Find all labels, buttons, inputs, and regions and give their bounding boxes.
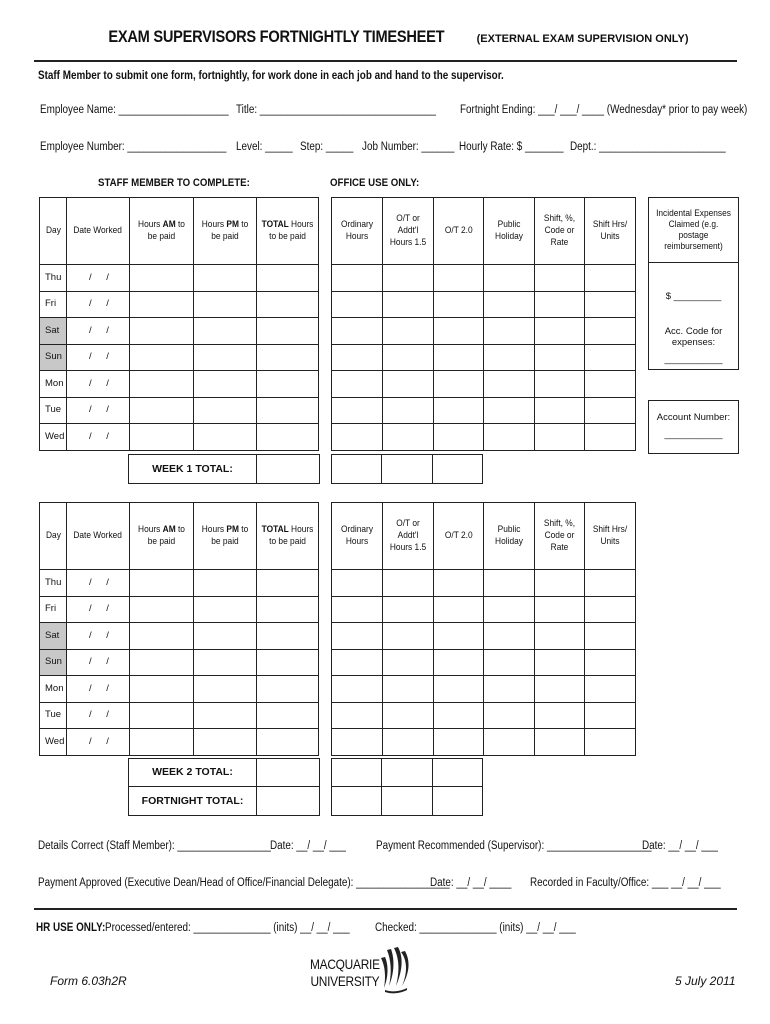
hours-pm-cell[interactable] [194,570,257,597]
total-hours-cell[interactable] [257,291,319,318]
shift-units-cell[interactable] [585,344,636,371]
hourly-rate-field[interactable]: Hourly Rate: $ _______ [459,141,564,153]
ot-1-5-cell[interactable] [383,397,434,424]
week2-ordinary-total[interactable] [331,758,382,787]
week1-total-label: WEEK 1 TOTAL: [128,454,257,484]
details-correct-field[interactable]: Details Correct (Staff Member): _________________ [38,840,271,852]
ordinary-hours-cell[interactable] [332,570,383,597]
public-holiday-cell[interactable] [484,596,535,623]
hours-am-cell[interactable] [130,265,194,292]
ordinary-hours-cell[interactable] [332,676,383,703]
table-row [40,623,636,650]
hours-pm-cell[interactable] [194,344,257,371]
shift-units-cell[interactable] [585,570,636,597]
ot-1-5-cell[interactable] [383,676,434,703]
col-shift-code: Shift, %, Code or Rate [535,503,585,570]
shift-units-cell[interactable] [585,623,636,650]
col-public-holiday: Public Holiday [484,503,535,570]
ot-1-5-cell[interactable] [383,424,434,451]
week2-ot15-total[interactable] [381,758,433,787]
processed-field[interactable]: Processed/entered: ______________ (inits) __/ __/ ___ [105,922,350,934]
day-cell: Fri [40,596,67,623]
date-worked-cell[interactable]: / / [67,318,130,345]
col-day: Day [40,503,67,570]
ot-1-5-cell[interactable] [383,702,434,729]
hours-am-cell[interactable] [130,570,194,597]
account-number-label: Account Number: [656,412,731,423]
date-worked-cell[interactable]: / / [67,570,130,597]
total-hours-cell[interactable] [257,318,319,345]
hours-am-cell[interactable] [130,729,194,756]
shift-units-cell[interactable] [585,729,636,756]
ot-1-5-cell[interactable] [383,344,434,371]
date-worked-cell[interactable]: / / [67,424,130,451]
col-ot-1-5: O/T or Addt'l Hours 1.5 [383,503,434,570]
table-row [40,649,636,676]
header-row [40,198,636,265]
ordinary-hours-cell[interactable] [332,649,383,676]
public-holiday-cell[interactable] [484,702,535,729]
hours-pm-cell[interactable] [194,291,257,318]
ot-2-0-cell[interactable] [434,623,484,650]
total-hours-cell[interactable] [257,570,319,597]
hr-divider [34,908,737,910]
day-cell: Thu [40,570,67,597]
shift-code-cell[interactable] [535,291,585,318]
table-row [40,570,636,597]
day-cell: Sun [40,649,67,676]
fortnight-total-label: FORTNIGHT TOTAL: [128,786,257,816]
day-cell: Wed [40,424,67,451]
table-row [40,424,636,451]
public-holiday-cell[interactable] [484,318,535,345]
date-worked-cell[interactable]: / / [67,371,130,398]
shift-code-cell[interactable] [535,371,585,398]
shift-code-cell[interactable] [535,344,585,371]
week2-total-label: WEEK 2 TOTAL: [128,758,257,787]
acc-code-line[interactable]: ___________ [664,354,723,365]
total-hours-cell[interactable] [257,649,319,676]
hours-pm-cell[interactable] [194,318,257,345]
col-day: Day [40,198,67,265]
public-holiday-cell[interactable] [484,649,535,676]
day-cell: Tue [40,702,67,729]
hours-am-cell[interactable] [130,397,194,424]
week1-ot15-total[interactable] [381,454,433,484]
week1-total-value[interactable] [256,454,320,484]
ot-2-0-cell[interactable] [434,596,484,623]
total-hours-cell[interactable] [257,729,319,756]
ot-2-0-cell[interactable] [434,397,484,424]
week1-ordinary-total[interactable] [331,454,382,484]
shift-code-cell[interactable] [535,570,585,597]
table-row [40,702,636,729]
public-holiday-cell[interactable] [484,623,535,650]
ot-2-0-cell[interactable] [434,371,484,398]
col-ot-2-0: O/T 2.0 [434,503,484,570]
fortnight-ending-field[interactable]: Fortnight Ending: ___/ ___/ ____ (Wednesday* prior to pay week) [460,104,748,116]
col-ordinary-hours: Ordinary Hours [332,503,383,570]
total-hours-cell[interactable] [257,397,319,424]
ordinary-hours-cell[interactable] [332,371,383,398]
week1-ot20-total[interactable] [432,454,483,484]
date-worked-cell[interactable]: / / [67,729,130,756]
page-title [0,27,770,47]
week2-total-value[interactable] [256,758,320,787]
hours-pm-cell[interactable] [194,265,257,292]
dept-field[interactable]: Dept.: _______________________ [570,141,726,153]
ordinary-hours-cell[interactable] [332,729,383,756]
ot-2-0-cell[interactable] [434,344,484,371]
date-worked-cell[interactable]: / / [67,291,130,318]
hours-am-cell[interactable] [130,344,194,371]
header-row [40,503,636,570]
title-sub: (EXTERNAL EXAM SUPERVISION ONLY) [476,33,689,45]
hours-am-cell[interactable] [130,318,194,345]
hours-am-cell[interactable] [130,596,194,623]
date-worked-cell[interactable]: / / [67,596,130,623]
col-date-worked: Date Worked [67,503,130,570]
total-hours-cell[interactable] [257,623,319,650]
ot-2-0-cell[interactable] [434,424,484,451]
ot-2-0-cell[interactable] [434,318,484,345]
ot-2-0-cell[interactable] [434,649,484,676]
day-cell: Sat [40,318,67,345]
level-field[interactable]: Level: _____ [236,141,293,153]
account-number-box [648,400,739,454]
hours-pm-cell[interactable] [194,424,257,451]
public-holiday-cell[interactable] [484,397,535,424]
ordinary-hours-cell[interactable] [332,291,383,318]
shift-units-cell[interactable] [585,371,636,398]
total-hours-cell[interactable] [257,676,319,703]
fortnight-total-value[interactable] [256,786,320,816]
ot-1-5-cell[interactable] [383,291,434,318]
table-row [40,397,636,424]
hours-pm-cell[interactable] [194,649,257,676]
table-row [40,318,636,345]
employee-number-field[interactable]: Employee Number: __________________ [40,141,227,153]
fortnight-ordinary-total[interactable] [331,786,382,816]
employee-name-field[interactable]: Employee Name: ____________________ [40,104,229,116]
date-worked-cell[interactable]: / / [67,676,130,703]
ot-2-0-cell[interactable] [434,702,484,729]
shift-code-cell[interactable] [535,702,585,729]
office-section-label: OFFICE USE ONLY: [330,177,420,189]
hours-pm-cell[interactable] [194,729,257,756]
hours-pm-cell[interactable] [194,371,257,398]
ordinary-hours-cell[interactable] [332,702,383,729]
ot-1-5-cell[interactable] [383,318,434,345]
ot-2-0-cell[interactable] [434,265,484,292]
table-row [40,344,636,371]
date3-field[interactable]: Date: __/ __/ ____ [430,877,512,889]
ot-2-0-cell[interactable] [434,570,484,597]
shift-code-cell[interactable] [535,424,585,451]
ot-2-0-cell[interactable] [434,729,484,756]
ot-1-5-cell[interactable] [383,570,434,597]
shift-code-cell[interactable] [535,397,585,424]
total-hours-cell[interactable] [257,596,319,623]
university-logo-icon [377,946,413,996]
title-main: EXAM SUPERVISORS FORTNIGHTLY TIMESHEET [108,27,445,46]
col-shift-units: Shift Hrs/ Units [585,503,636,570]
shift-code-cell[interactable] [535,649,585,676]
ordinary-hours-cell[interactable] [332,318,383,345]
form-date: 5 July 2011 [675,974,736,988]
fortnight-ot15-total[interactable] [381,786,433,816]
hours-am-cell[interactable] [130,676,194,703]
hr-use-only-label: HR USE ONLY: [36,922,106,934]
hours-am-cell[interactable] [130,291,194,318]
hours-pm-cell[interactable] [194,596,257,623]
hours-am-cell[interactable] [130,649,194,676]
account-number-line[interactable]: ___________ [664,429,723,440]
public-holiday-cell[interactable] [484,344,535,371]
table-row [40,371,636,398]
form-number: Form 6.03h2R [50,974,127,988]
col-shift-units: Shift Hrs/ Units [585,198,636,265]
table-row [40,729,636,756]
public-holiday-cell[interactable] [484,424,535,451]
col-total-hours: TOTAL Hours to be paid [257,198,319,265]
total-hours-cell[interactable] [257,371,319,398]
total-hours-cell[interactable] [257,265,319,292]
ot-1-5-cell[interactable] [383,371,434,398]
ot-1-5-cell[interactable] [383,649,434,676]
checked-field[interactable]: Checked: ______________ (inits) __/ __/ ___ [375,922,576,934]
hours-am-cell[interactable] [130,623,194,650]
public-holiday-cell[interactable] [484,570,535,597]
step-field[interactable]: Step: _____ [300,141,354,153]
public-holiday-cell[interactable] [484,291,535,318]
col-hours-pm: Hours PM to be paid [194,198,257,265]
incidental-expenses-box [648,262,739,370]
hours-pm-cell[interactable] [194,623,257,650]
ordinary-hours-cell[interactable] [332,424,383,451]
hours-pm-cell[interactable] [194,397,257,424]
university-logo-text [310,957,380,988]
title-divider [34,60,737,62]
acc-code-label: Acc. Code for expenses: [664,326,723,348]
payment-recommended-field[interactable]: Payment Recommended (Supervisor): ___________________ [376,840,652,852]
col-ot-2-0: O/T 2.0 [434,198,484,265]
fortnight-ot20-total[interactable] [432,786,483,816]
shift-units-cell[interactable] [585,649,636,676]
public-holiday-cell[interactable] [484,676,535,703]
col-ordinary-hours: Ordinary Hours [332,198,383,265]
week2-table [39,502,636,756]
ot-1-5-cell[interactable] [383,265,434,292]
day-cell: Fri [40,291,67,318]
hours-pm-cell[interactable] [194,702,257,729]
col-total-hours: TOTAL Hours to be paid [257,503,319,570]
public-holiday-cell[interactable] [484,265,535,292]
ordinary-hours-cell[interactable] [332,397,383,424]
total-hours-cell[interactable] [257,424,319,451]
public-holiday-cell[interactable] [484,729,535,756]
shift-code-cell[interactable] [535,729,585,756]
col-ot-1-5: O/T or Addt'l Hours 1.5 [383,198,434,265]
date-worked-cell[interactable]: / / [67,623,130,650]
table-row [40,676,636,703]
total-hours-cell[interactable] [257,344,319,371]
ot-2-0-cell[interactable] [434,291,484,318]
incidental-amount[interactable]: $ _________ [665,291,722,302]
table-row [40,596,636,623]
recorded-field[interactable]: Recorded in Faculty/Office: ___ __/ __/ ___ [530,877,721,889]
date-worked-cell[interactable]: / / [67,702,130,729]
ot-1-5-cell[interactable] [383,729,434,756]
day-cell: Sun [40,344,67,371]
shift-code-cell[interactable] [535,623,585,650]
table-row [40,291,636,318]
instruction: Staff Member to submit one form, fortnightly, for work done in each job and hand to the supervisor. [38,70,504,82]
total-hours-cell[interactable] [257,702,319,729]
table-row [40,265,636,292]
shift-units-cell[interactable] [585,676,636,703]
date-worked-cell[interactable]: / / [67,344,130,371]
col-shift-code: Shift, %, Code or Rate [535,198,585,265]
day-cell: Wed [40,729,67,756]
shift-units-cell[interactable] [585,596,636,623]
shift-code-cell[interactable] [535,265,585,292]
ordinary-hours-cell[interactable] [332,623,383,650]
shift-code-cell[interactable] [535,676,585,703]
col-hours-am: Hours AM to be paid [130,198,194,265]
date-worked-cell[interactable]: / / [67,397,130,424]
ordinary-hours-cell[interactable] [332,265,383,292]
shift-units-cell[interactable] [585,397,636,424]
hours-pm-cell[interactable] [194,676,257,703]
ot-2-0-cell[interactable] [434,676,484,703]
ot-1-5-cell[interactable] [383,623,434,650]
date-worked-cell[interactable]: / / [67,265,130,292]
date-worked-cell[interactable]: / / [67,649,130,676]
logo-line-2: UNIVERSITY [310,973,380,989]
staff-section-label: STAFF MEMBER TO COMPLETE: [98,177,250,189]
shift-units-cell[interactable] [585,318,636,345]
incidental-expenses-header: Incidental Expenses Claimed (e.g. postage reimbursement) [648,197,739,263]
shift-units-cell[interactable] [585,291,636,318]
week2-ot20-total[interactable] [432,758,483,787]
shift-code-cell[interactable] [535,318,585,345]
col-public-holiday: Public Holiday [484,198,535,265]
hours-am-cell[interactable] [130,371,194,398]
col-date-worked: Date Worked [67,198,130,265]
day-cell: Thu [40,265,67,292]
shift-units-cell[interactable] [585,702,636,729]
day-cell: Mon [40,676,67,703]
payment-approved-field[interactable]: Payment Approved (Executive Dean/Head of Office/Financial Delegate): _________________ [38,877,450,889]
shift-units-cell[interactable] [585,265,636,292]
logo-line-1: MACQUARIE [310,956,380,972]
shift-units-cell[interactable] [585,424,636,451]
shift-code-cell[interactable] [535,596,585,623]
date2-field[interactable]: Date: __/ __/ ___ [642,840,718,852]
day-cell: Tue [40,397,67,424]
col-hours-am: Hours AM to be paid [130,503,194,570]
title-field[interactable]: Title: ________________________________ [236,104,436,116]
date1-field[interactable]: Date: __/ __/ ___ [270,840,346,852]
col-hours-pm: Hours PM to be paid [194,503,257,570]
public-holiday-cell[interactable] [484,371,535,398]
job-number-field[interactable]: Job Number: ______ [362,141,455,153]
ordinary-hours-cell[interactable] [332,596,383,623]
ot-1-5-cell[interactable] [383,596,434,623]
week1-table [39,197,636,451]
hours-am-cell[interactable] [130,424,194,451]
hours-am-cell[interactable] [130,702,194,729]
day-cell: Sat [40,623,67,650]
day-cell: Mon [40,371,67,398]
ordinary-hours-cell[interactable] [332,344,383,371]
